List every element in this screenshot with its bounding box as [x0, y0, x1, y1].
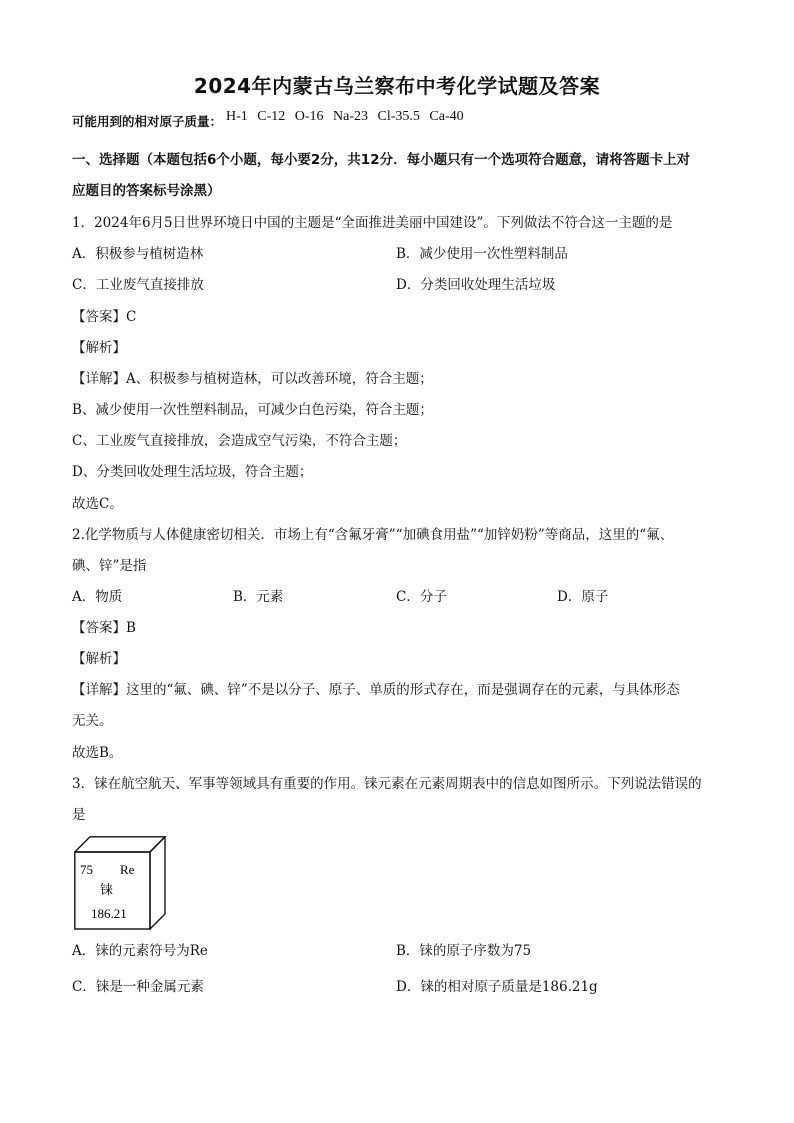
q1-detail-line: 【详解】A、积极参与植树造林，可以改善环境，符合主题； — [72, 371, 433, 387]
element-atomic-number: 75 — [80, 862, 93, 877]
atomic-masses-label: 可能用到的相对原子质量： — [72, 114, 223, 129]
q2-analysis: 【解析】 — [72, 651, 126, 667]
element-name: 铼 — [100, 883, 114, 898]
q1-answer: 【答案】C — [72, 309, 137, 325]
q1-conclusion: 故选C。 — [72, 496, 123, 512]
q2-option-a: A．物质 — [72, 589, 123, 605]
q3-option-b: B．铼的原子序数为75 — [396, 943, 532, 959]
q3-stem-cont: 是 — [72, 807, 86, 823]
q2-conclusion: 故选B。 — [72, 745, 123, 761]
q1-option-b: B．减少使用一次性塑料制品 — [396, 246, 568, 262]
section-heading: 一、选择题（本题包括6个小题，每小要2分，共12分．每小题只有一个选项符合题意，请将答题卡上对 — [72, 152, 691, 168]
q3-option-d: D．铼的相对原子质量是186.21g — [396, 979, 598, 995]
q1-option-c: C．工业废气直接排放 — [72, 277, 204, 293]
q2-option-c: C．分子 — [396, 589, 447, 605]
page-title: 2024年内蒙古乌兰察布中考化学试题及答案 — [193, 74, 601, 98]
q1-option-a: A．积极参与植树造林 — [72, 246, 204, 262]
q2-answer: 【答案】B — [72, 620, 136, 636]
q3-option-c: C．铼是一种金属元素 — [72, 979, 204, 995]
atomic-masses-values: H-1 C-12 O-16 Na-23 Cl-35.5 Ca-40 — [226, 109, 464, 124]
q1-stem: 1．2024年6月5日世界环境日中国的主题是“全面推进美丽中国建设”。下列做法不符合这一主题的是 — [72, 215, 673, 231]
q1-detail-line: D、分类回收处理生活垃圾，符合主题； — [72, 464, 313, 480]
q2-stem-cont: 碘、锌”是指 — [72, 558, 147, 574]
q2-detail: 【详解】这里的“氟、碘、锌”不是以分子、原子、单质的形式存在，而是强调存在的元素，与具体形态 — [72, 682, 680, 698]
q2-detail-cont: 无关。 — [72, 713, 113, 729]
element-atomic-mass: 186.21 — [91, 906, 127, 921]
q2-stem: 2.化学物质与人体健康密切相关．市场上有“含氟牙膏”“加碘食用盐”“加锌奶粉”等商品，这里的“氟、 — [72, 527, 674, 543]
q3-stem: 3．铼在航空航天、军事等领域具有重要的作用。铼元素在元素周期表中的信息如图所示。下列说法错误的 — [72, 776, 702, 792]
q1-detail-line: C、工业废气直接排放，会造成空气污染，不符合主题； — [72, 433, 407, 449]
q1-option-d: D．分类回收处理生活垃圾 — [396, 277, 556, 293]
element-cell-figure — [74, 836, 174, 930]
element-symbol: Re — [120, 862, 135, 877]
q1-analysis: 【解析】 — [72, 340, 126, 356]
section-heading-cont: 应题目的答案标号涂黑） — [72, 183, 221, 199]
q1-detail-line: B、减少使用一次性塑料制品，可减少白色污染，符合主题； — [72, 402, 433, 418]
atomic-masses-line — [72, 109, 464, 133]
q2-option-b: B．元素 — [233, 589, 284, 605]
q2-option-d: D．原子 — [557, 589, 609, 605]
q3-option-a: A．铼的元素符号为Re — [72, 943, 208, 959]
